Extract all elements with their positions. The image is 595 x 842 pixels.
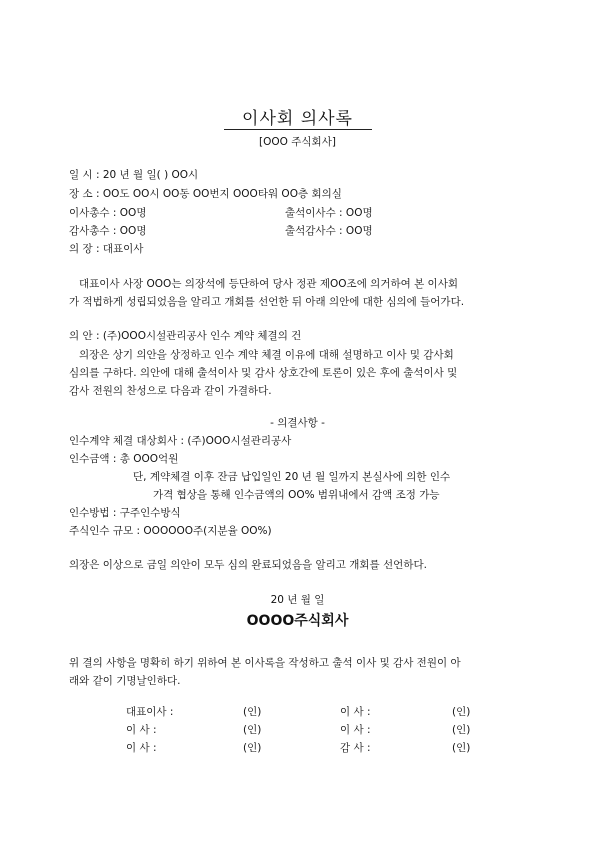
seal-mark: (인) <box>243 724 262 736</box>
seal-mark: (인) <box>243 742 262 754</box>
attending-auditors: 출석감사수 : OO명 <box>285 225 373 237</box>
signature-role: 이 사 : <box>126 724 157 736</box>
meeting-place: 장 소 : OO도 OO시 OO동 OO번지 OOO타워 OO층 회의실 <box>69 188 342 200</box>
resolution-header: - 의결사항 - <box>270 417 325 429</box>
agenda-paragraph-line-2: 심의를 구하다. 의안에 대해 출석이사 및 감사 상호간에 토론이 있은 후에 출석이사 및 <box>69 367 458 379</box>
document-subtitle: [OOO 주식회사] <box>259 136 336 148</box>
signature-role: 이 사 : <box>340 706 371 718</box>
seal-mark: (인) <box>452 742 471 754</box>
meeting-date: 일 시 : 20 년 월 일( ) OO시 <box>69 169 199 181</box>
resolution-condition-2: 가격 협상을 통해 인수금액의 OO% 범위내에서 감액 조정 가능 <box>153 489 440 501</box>
attestation-line-1: 위 결의 사항을 명확히 하기 위하여 본 이사록을 작성하고 출석 이사 및 감사 전원이 아 <box>69 657 461 669</box>
opening-paragraph-line-1: 대표이사 사장 OOO는 의장석에 등단하여 당사 정관 제OO조에 의거하여 본 이사회 <box>79 278 458 290</box>
seal-mark: (인) <box>243 706 262 718</box>
signature-row <box>0 722 595 738</box>
total-auditors: 감사총수 : OO명 <box>69 225 147 237</box>
resolution-method: 인수방법 : 구주인수방식 <box>69 507 181 519</box>
attending-directors: 출석이사수 : OO명 <box>285 207 373 219</box>
resolution-scale: 주식인수 규모 : OOOOOO주(지분율 OO%) <box>69 525 272 537</box>
closing-statement: 의장은 이상으로 금일 의안이 모두 심의 완료되었음을 알리고 개회를 선언하다. <box>69 559 427 571</box>
seal-mark: (인) <box>452 724 471 736</box>
company-name: OOOO주식회사 <box>246 613 349 629</box>
agenda-paragraph-line-1: 의장은 상기 의안을 상정하고 인수 계약 체결 이유에 대해 설명하고 이사 및 감사회 <box>79 349 454 361</box>
document-title: 이사회 의사록 <box>242 109 353 129</box>
signature-role: 이 사 : <box>340 724 371 736</box>
meeting-chair: 의 장 : 대표이사 <box>69 243 144 255</box>
attestation-line-2: 래와 같이 기명날인하다. <box>69 675 181 687</box>
signature-role: 이 사 : <box>126 742 157 754</box>
signature-role: 감 사 : <box>340 742 371 754</box>
signature-row <box>0 704 595 720</box>
resolution-target: 인수계약 체결 대상회사 : (주)OOO시설관리공사 <box>69 435 292 447</box>
agenda-title: 의 안 : (주)OOO시설관리공사 인수 계약 체결의 건 <box>69 330 302 342</box>
signing-date: 20 년 월 일 <box>270 594 325 606</box>
title-underline <box>224 129 372 130</box>
resolution-amount: 인수금액 : 총 OOO억원 <box>69 453 179 465</box>
seal-mark: (인) <box>452 706 471 718</box>
total-directors: 이사총수 : OO명 <box>69 207 147 219</box>
signature-row <box>0 740 595 756</box>
signature-role: 대표이사 : <box>126 706 174 718</box>
resolution-condition-1: 단, 계약체결 이후 잔금 납입일인 20 년 월 일까지 본실사에 의한 인수 <box>133 471 451 483</box>
agenda-paragraph-line-3: 감사 전원의 찬성으로 다음과 같이 가결하다. <box>69 385 272 397</box>
opening-paragraph-line-2: 가 적법하게 성립되었음을 알리고 개회를 선언한 뒤 아래 의안에 대한 심의에 들어가다. <box>69 296 465 308</box>
